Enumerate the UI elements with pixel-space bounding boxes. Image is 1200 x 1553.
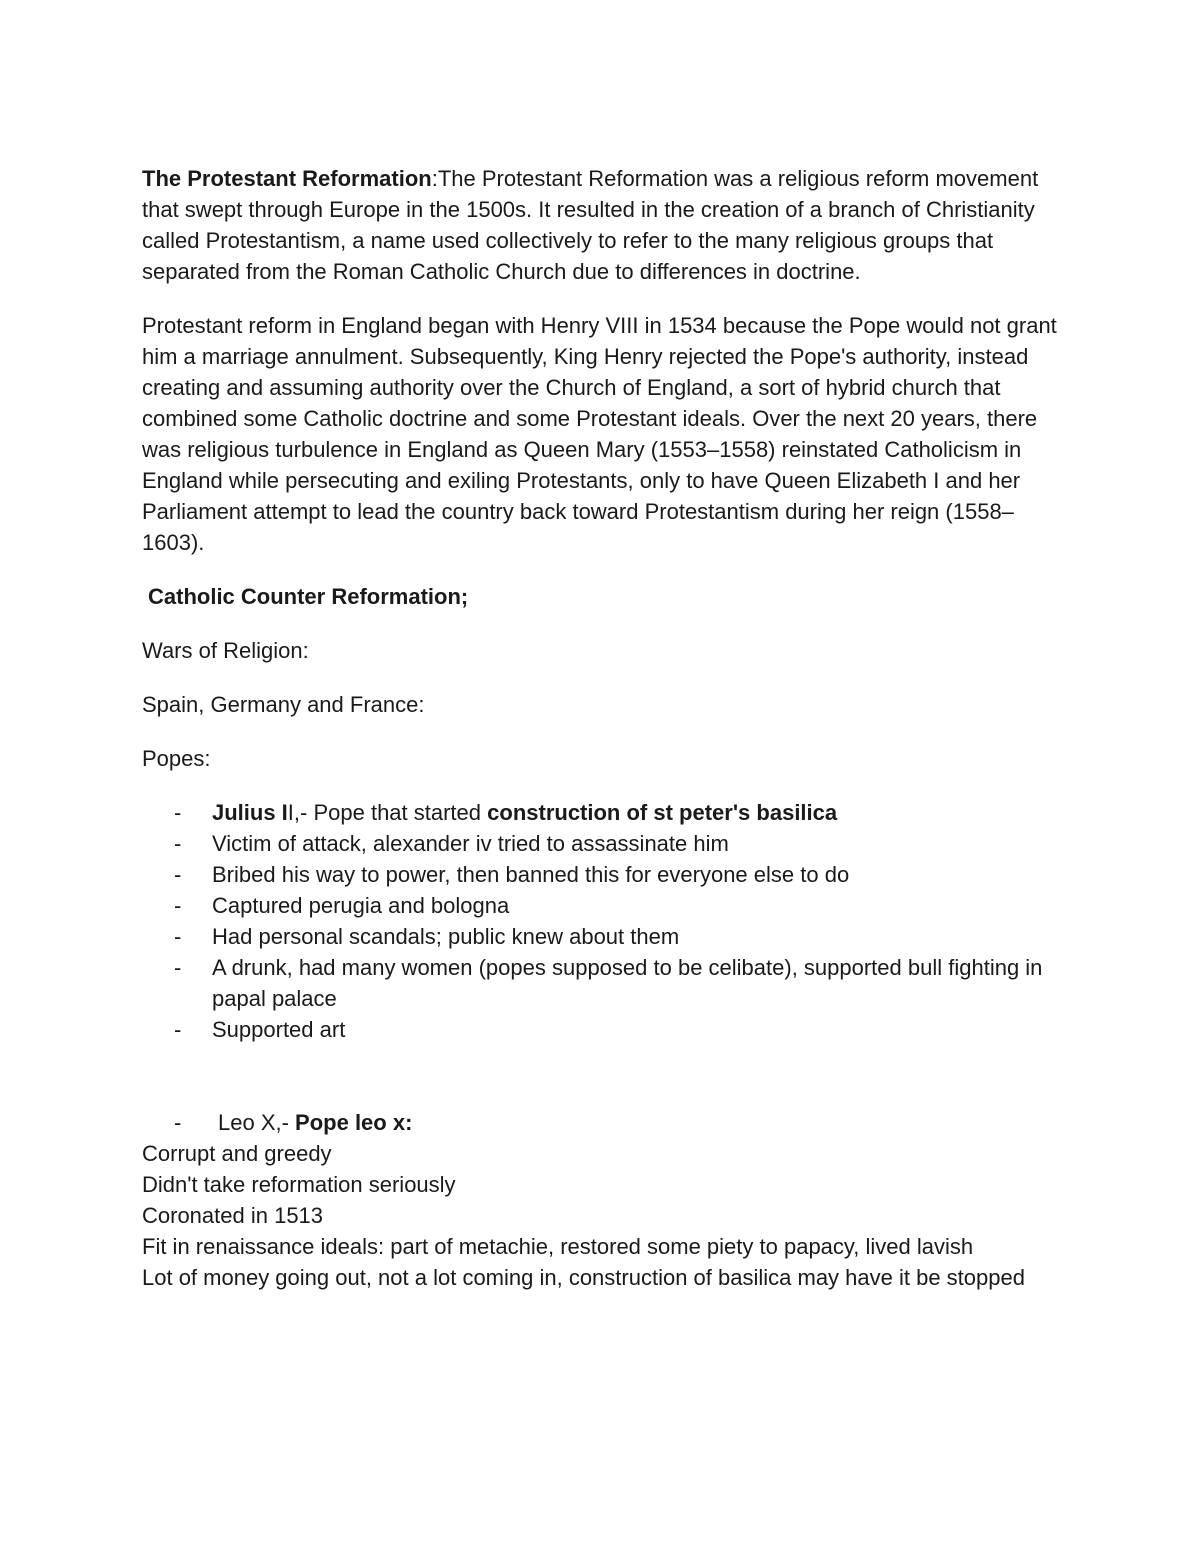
list-item: [142, 952, 1062, 1014]
leo-prefix: Leo X,-: [218, 1110, 296, 1135]
list-dash: -: [174, 1110, 182, 1135]
julius-desc: I,- Pope that started: [287, 800, 488, 825]
list-dash: -: [174, 862, 182, 887]
list-item-text: A drunk, had many women (popes supposed to be celibate), supported bull fighting in papal palace: [212, 955, 1043, 1011]
list-item: [142, 828, 1062, 859]
list-dash: -: [174, 800, 182, 825]
list-item-text: Bribed his way to power, then banned this for everyone else to do: [212, 862, 850, 887]
countries-label: Spain, Germany and France:: [142, 692, 425, 717]
list-item-leo: [142, 1107, 1062, 1138]
list-item: [142, 890, 1062, 921]
list-dash: -: [174, 1017, 182, 1042]
leo-bold: Pope leo x:: [295, 1110, 413, 1135]
intro-text: :The Protestant Reformation was a religious reform movement that swept through Europe in the 1500s. It resulted in the creation of a branch of Christianity called Protestantism, a name used collectively to refer to the many religious groups that separated from the Roman Catholic Church due to differences in doctrine.: [142, 166, 1039, 284]
julius-list: [142, 797, 1062, 1045]
list-dash: -: [174, 924, 182, 949]
counter-reformation-heading: Catholic Counter Reformation;: [148, 584, 469, 609]
list-item: [142, 921, 1062, 952]
list-item-text: Victim of attack, alexander iv tried to assassinate him: [212, 831, 729, 856]
document-page: [142, 163, 1062, 1293]
list-item-text: Had personal scandals; public knew about them: [212, 924, 680, 949]
intro-title: The Protestant Reformation: [142, 166, 432, 191]
list-item: [142, 1014, 1062, 1045]
leo-note: Lot of money going out, not a lot coming in, construction of basilica may have it be stopped: [142, 1265, 1025, 1290]
list-item: [142, 797, 1062, 828]
list-item-text: Captured perugia and bologna: [212, 893, 510, 918]
england-paragraph: Protestant reform in England began with Henry VIII in 1534 because the Pope would not grant him a marriage annulment. Subsequently, King Henry rejected the Pope's authority, instead creating and assuming authority over the Church of England, a sort of hybrid church that combined some Catholic doctrine and some Protestant ideals. Over the next 20 years, there was religious turbulence in England as Queen Mary (1553–1558) reinstated Catholicism in England while persecuting and exiling Protestants, only to have Queen Elizabeth I and her Parliament attempt to lead the country back toward Protestantism during her reign (1558–1603).: [142, 313, 1057, 555]
julius-bold-tail: construction of st peter's basilica: [487, 800, 838, 825]
list-item-text: Supported art: [212, 1017, 346, 1042]
list-item: [142, 859, 1062, 890]
wars-of-religion-label: Wars of Religion:: [142, 638, 309, 663]
leo-notes: [142, 1138, 1062, 1293]
leo-note: Corrupt and greedy: [142, 1141, 332, 1166]
popes-label: Popes:: [142, 746, 211, 771]
leo-note: Coronated in 1513: [142, 1203, 324, 1228]
intro-paragraph: [142, 163, 1062, 287]
leo-note: Didn't take reformation seriously: [142, 1172, 456, 1197]
leo-list: [142, 1107, 1062, 1138]
list-dash: -: [174, 831, 182, 856]
julius-name: Julius I: [212, 800, 288, 825]
spacer: [142, 1045, 1062, 1107]
list-dash: -: [174, 955, 182, 980]
list-dash: -: [174, 893, 182, 918]
leo-note: Fit in renaissance ideals: part of metachie, restored some piety to papacy, lived lavish: [142, 1234, 974, 1259]
